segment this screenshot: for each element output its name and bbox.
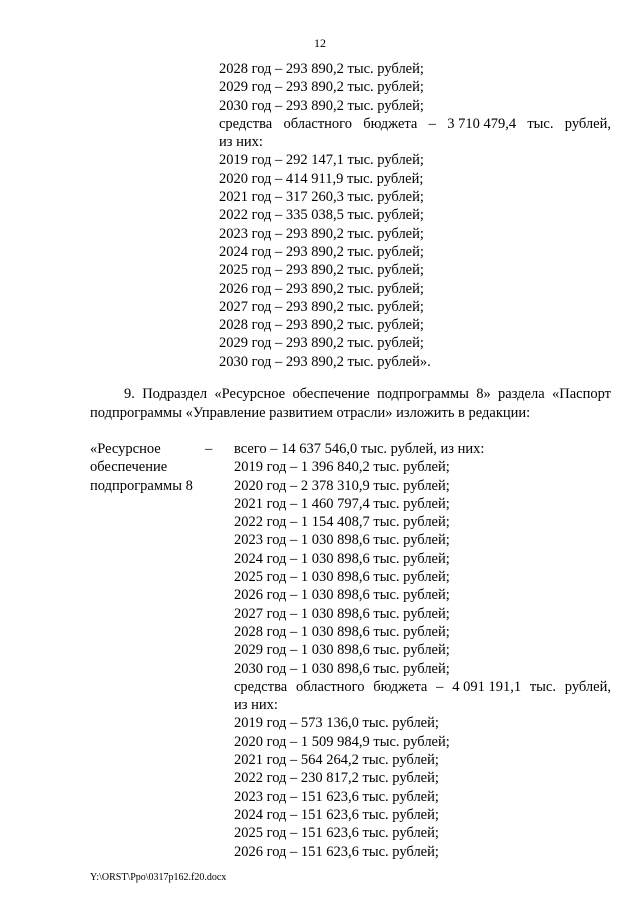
page-number: 12 <box>314 36 326 50</box>
funding-line: 2030 год – 293 890,2 тыс. рублей; <box>219 97 424 114</box>
funding-line: 2026 год – 1 030 898,6 тыс. рублей; <box>234 587 450 604</box>
funding-line: 2028 год – 1 030 898,6 тыс. рублей; <box>234 623 450 640</box>
funding-line: 2027 год – 293 890,2 тыс. рублей; <box>219 298 424 315</box>
funding-line: 2026 год – 293 890,2 тыс. рублей; <box>219 280 424 297</box>
paragraph-9-line-2: подпрограммы «Управление развитием отрасли» изложить в редакции: <box>90 405 531 421</box>
funding-line: 2025 год – 293 890,2 тыс. рублей; <box>219 262 424 279</box>
funding-line: 2029 год – 1 030 898,6 тыс. рублей; <box>234 642 450 659</box>
funding-line: 2019 год – 1 396 840,2 тыс. рублей; <box>234 459 450 476</box>
file-path-footer: Y:\ORST\Ppo\0317p162.f20.docx <box>90 872 227 883</box>
funding-line: 2023 год – 293 890,2 тыс. рублей; <box>219 225 424 242</box>
funding-line: 2025 год – 1 030 898,6 тыс. рублей; <box>234 569 450 586</box>
funding-line: 2022 год – 1 154 408,7 тыс. рублей; <box>234 514 450 531</box>
paragraph-9-line-1: 9. Подраздел «Ресурсное обеспечение подпрограммы 8» раздела «Паспорт <box>124 386 611 402</box>
regional-budget-line: средства областного бюджета – 3 710 479,4 тыс. рублей, <box>219 115 611 132</box>
funding-line: 2023 год – 151 623,6 тыс. рублей; <box>234 788 439 805</box>
funding-line: 2021 год – 317 260,3 тыс. рублей; <box>219 189 424 206</box>
regional-budget-cont: из них: <box>219 134 263 151</box>
funding-line: 2020 год – 2 378 310,9 тыс. рублей; <box>234 477 450 494</box>
funding-line: 2022 год – 335 038,5 тыс. рублей; <box>219 207 424 224</box>
funding-line: 2019 год – 292 147,1 тыс. рублей; <box>219 152 424 169</box>
funding-line: 2030 год – 293 890,2 тыс. рублей». <box>219 353 431 370</box>
funding-block-continued <box>219 60 611 371</box>
funding-line: 2020 год – 414 911,9 тыс. рублей; <box>219 170 424 187</box>
regional-budget-line: средства областного бюджета – 4 091 191,1 тыс. рублей, <box>234 678 611 695</box>
funding-line: 2023 год – 1 030 898,6 тыс. рублей; <box>234 532 450 549</box>
funding-line: 2021 год – 564 264,2 тыс. рублей; <box>234 752 439 769</box>
funding-line: 2030 год – 1 030 898,6 тыс. рублей; <box>234 660 450 677</box>
regional-budget-cont: из них: <box>234 697 278 714</box>
funding-line: 2029 год – 293 890,2 тыс. рублей; <box>219 335 424 352</box>
paragraph-9 <box>90 385 611 423</box>
funding-line: 2026 год – 151 623,6 тыс. рублей; <box>234 843 439 860</box>
dash-separator: – <box>205 441 213 457</box>
funding-line: 2028 год – 293 890,2 тыс. рублей; <box>219 317 424 334</box>
funding-line: 2024 год – 1 030 898,6 тыс. рублей; <box>234 550 450 567</box>
funding-block-8 <box>234 440 611 861</box>
funding-line: 2027 год – 1 030 898,6 тыс. рублей; <box>234 605 450 622</box>
total-line: всего – 14 637 546,0 тыс. рублей, из них: <box>234 441 485 457</box>
resource-label: «Ресурсное обеспечение подпрограммы 8 <box>90 441 193 494</box>
funding-line: 2020 год – 1 509 984,9 тыс. рублей; <box>234 733 450 750</box>
funding-line: 2025 год – 151 623,6 тыс. рублей; <box>234 825 439 842</box>
funding-line: 2019 год – 573 136,0 тыс. рублей; <box>234 715 439 732</box>
funding-line: 2024 год – 293 890,2 тыс. рублей; <box>219 243 424 260</box>
funding-line: 2024 год – 151 623,6 тыс. рублей; <box>234 806 439 823</box>
funding-line: 2028 год – 293 890,2 тыс. рублей; <box>219 61 424 77</box>
funding-line: 2021 год – 1 460 797,4 тыс. рублей; <box>234 495 450 512</box>
funding-line: 2029 год – 293 890,2 тыс. рублей; <box>219 79 424 96</box>
funding-line: 2022 год – 230 817,2 тыс. рублей; <box>234 770 439 787</box>
